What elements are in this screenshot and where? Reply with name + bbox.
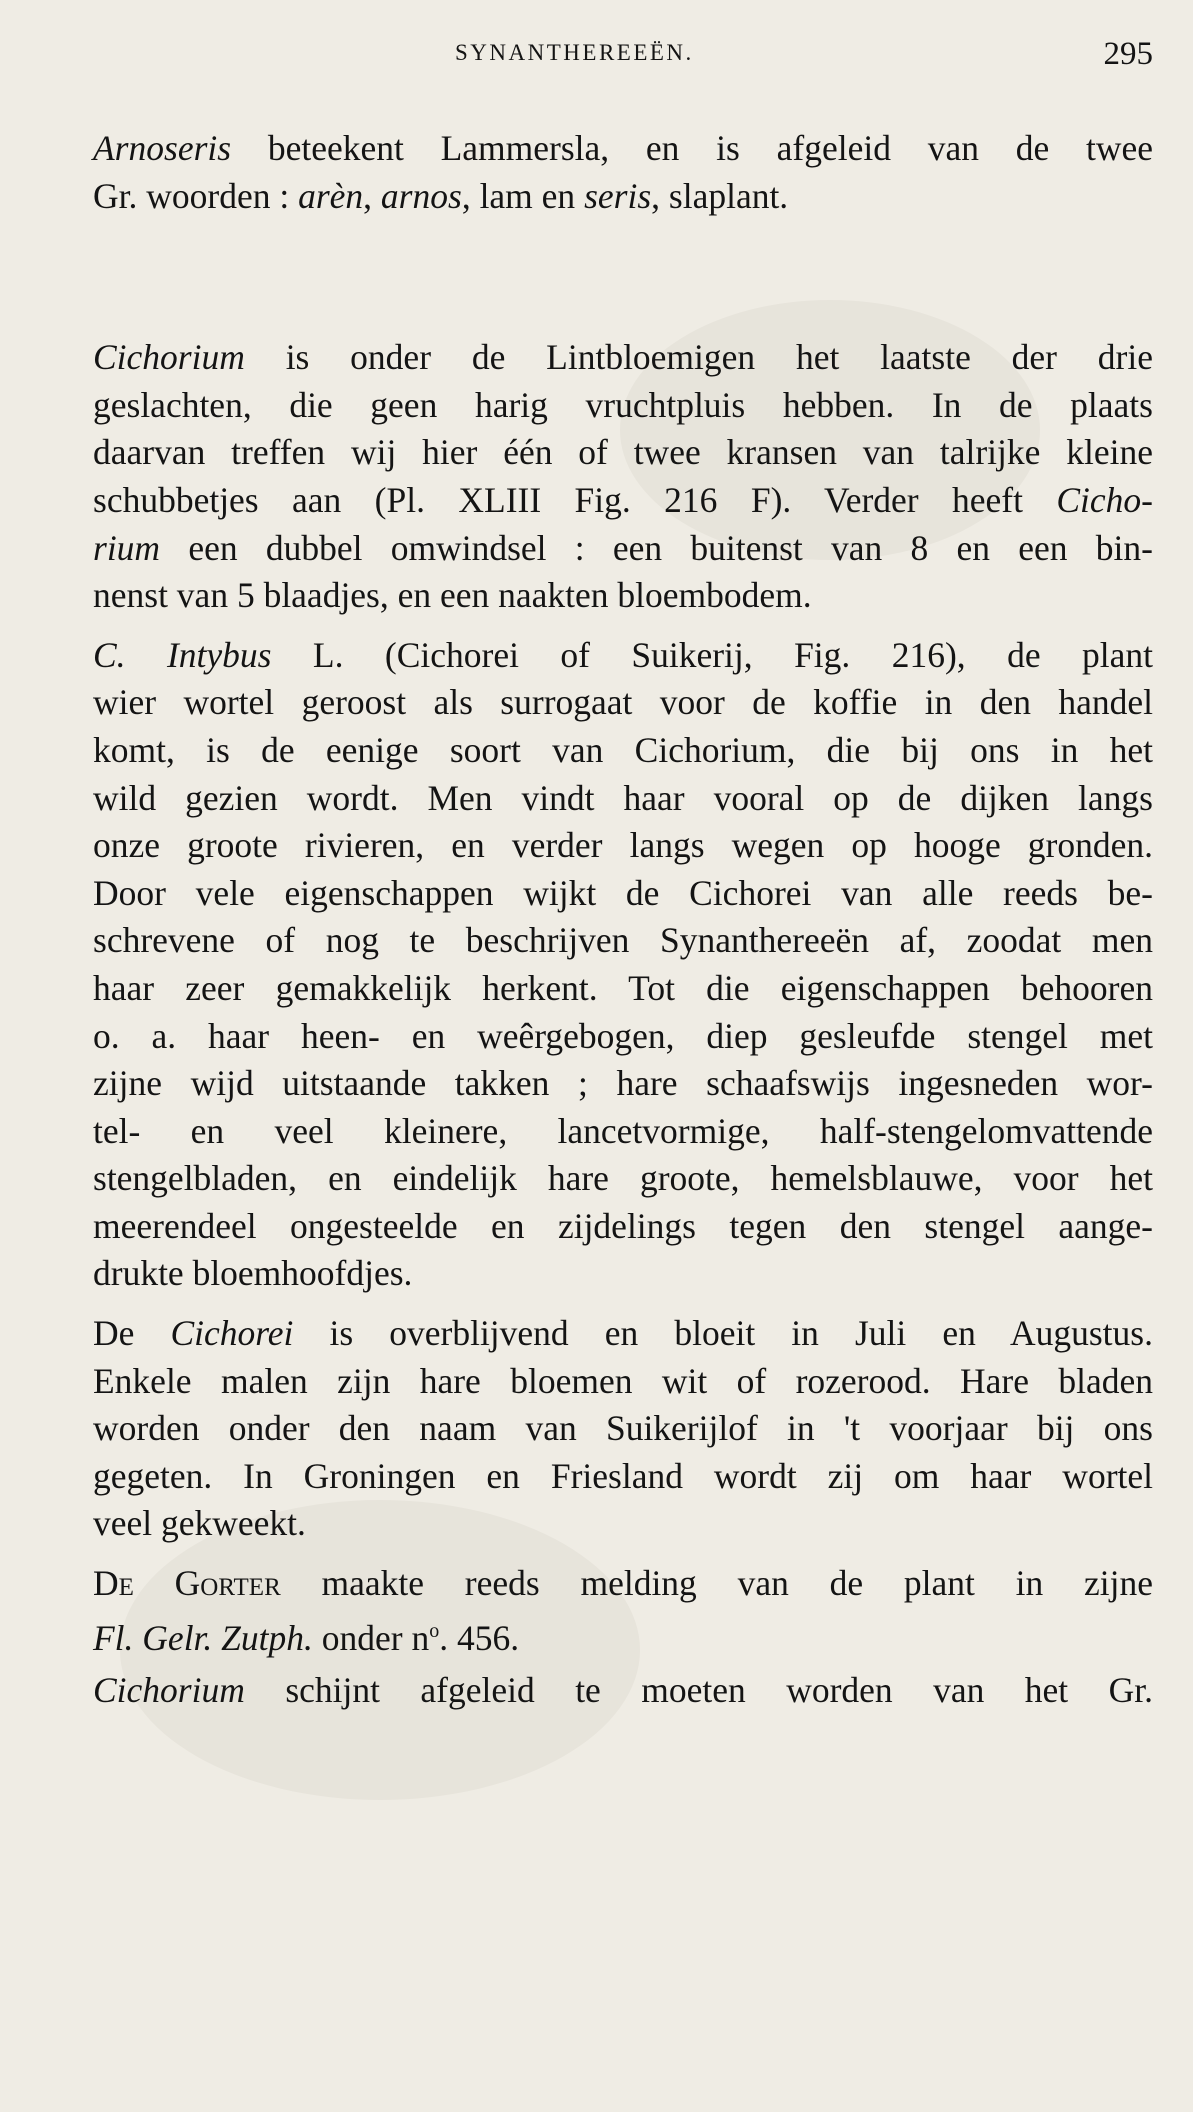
running-head: SYNANTHEREEËN.: [455, 40, 694, 65]
text-line: meerendeel ongesteelde en zijdelings tegen den stengel aange-: [93, 1205, 1153, 1246]
text-line: worden onder den naam van Suikerijlof in 't voorjaar bij ons: [93, 1408, 1153, 1449]
text-line: onze groote rivieren, en verder langs wegen op hooge gronden.: [93, 825, 1153, 866]
greek-word: seris: [584, 175, 652, 216]
genus-name: rium: [93, 527, 161, 568]
greek-word: arèn: [298, 175, 364, 216]
text-line: schrevene of nog te beschrijven Synanthereeën af, zoodat men: [93, 920, 1153, 961]
genus-name: Cicho-: [1056, 479, 1153, 520]
text-line: Fl. Gelr. Zutph. onder $n^o$. 456.: [93, 1617, 520, 1658]
text-line: schubbetjes aan (Pl. XLIII Fig. 216 F). Verder heeft Cicho-: [93, 479, 1153, 520]
species-name: C. Intybus: [93, 634, 272, 675]
text-line: haar zeer gemakkelijk herkent. Tot die eigenschappen behooren: [93, 967, 1153, 1008]
text-line: wier wortel geroost als surrogaat voor de koffie in den handel: [93, 682, 1153, 723]
text-line: Door vele eigenschappen wijkt de Cichorei van alle reeds be-: [93, 872, 1153, 913]
page-number: 295: [1103, 36, 1153, 72]
genus-name: Cichorium: [93, 337, 245, 378]
text-line: stengelbladen, en eindelijk hare groote, hemelsblauwe, voor het: [93, 1158, 1153, 1199]
paragraph-gap: [93, 1548, 1153, 1560]
body-text: [93, 125, 1153, 1715]
text-line: wild gezien wordt. Men vindt haar vooral op de dijken langs: [93, 777, 1153, 818]
genus-name: Arnoseris: [93, 128, 232, 168]
text-line: komt, is de eenige soort van Cichorium, die bij ons in het: [93, 729, 1153, 770]
text-line: Cichorium schijnt afgeleid te moeten worden van het Gr.: [93, 1670, 1153, 1711]
text-line: Enkele malen zijn hare bloemen wit of rozerood. Hare bladen: [93, 1360, 1153, 1401]
work-title: Fl. Gelr. Zutph.: [93, 1617, 313, 1658]
text-line: gegeten. In Groningen en Friesland wordt zij om haar wortel: [93, 1455, 1153, 1496]
paragraph-gap: [93, 620, 1153, 632]
text-line: drukte bloemhoofdjes.: [93, 1253, 413, 1294]
section-gap: [93, 220, 1153, 334]
text-line: geslachten, die geen harig vruchtpluis hebben. In de plaats: [93, 384, 1153, 425]
paragraph-arnoseris: [93, 125, 1153, 220]
text-line: rium een dubbel omwindsel : een buitenst van 8 en een bin-: [93, 527, 1153, 568]
text-line: C. Intybus L. (Cichorei of Suikerij, Fig. 216), de plant: [93, 634, 1153, 675]
page-header: [0, 36, 1193, 76]
paragraph-gap: [93, 1298, 1153, 1310]
text-line: De Gorter maakte reeds melding van de plant in zijne: [93, 1563, 1153, 1604]
text-line: o. a. haar heen- en weêrgebogen, diep gesleufde stengel met: [93, 1015, 1153, 1056]
text-line: De Cichorei is overblijvend en bloeit in Juli en Augustus.: [93, 1313, 1153, 1354]
text-line: tel- en veel kleinere, lancetvormige, half-stengelomvattende: [93, 1110, 1153, 1151]
paragraph-cichorei: [93, 1310, 1153, 1548]
paragraph-cichorium-genus: [93, 334, 1153, 620]
paragraph-intybus: [93, 632, 1153, 1298]
greek-word: arnos: [380, 175, 462, 216]
text-line: Cichorium is onder de Lintbloemigen het laatste der drie: [93, 337, 1153, 378]
text-line: veel gekweekt.: [93, 1503, 306, 1544]
text-line: daarvan treffen wij hier één of twee kransen van talrijke kleine: [93, 432, 1153, 473]
genus-name: Cichorium: [93, 1670, 245, 1711]
author-name: De Gorter: [93, 1563, 281, 1604]
text-line: zijne wijd uitstaande takken ; hare schaafswijs ingesneden wor-: [93, 1063, 1153, 1104]
text-line: Gr. woorden : arèn, arnos, lam en seris, slaplant.: [93, 175, 789, 216]
text-line: Arnoseris beteekent Lammersla, en is afgeleid van de twee: [93, 128, 1153, 168]
plant-name: Cichorei: [170, 1313, 294, 1354]
text-line: nenst van 5 blaadjes, en een naakten bloembodem.: [93, 575, 812, 616]
paragraph-de-gorter: [93, 1560, 1153, 1658]
paragraph-cichorium-etymology: [93, 1667, 1153, 1715]
